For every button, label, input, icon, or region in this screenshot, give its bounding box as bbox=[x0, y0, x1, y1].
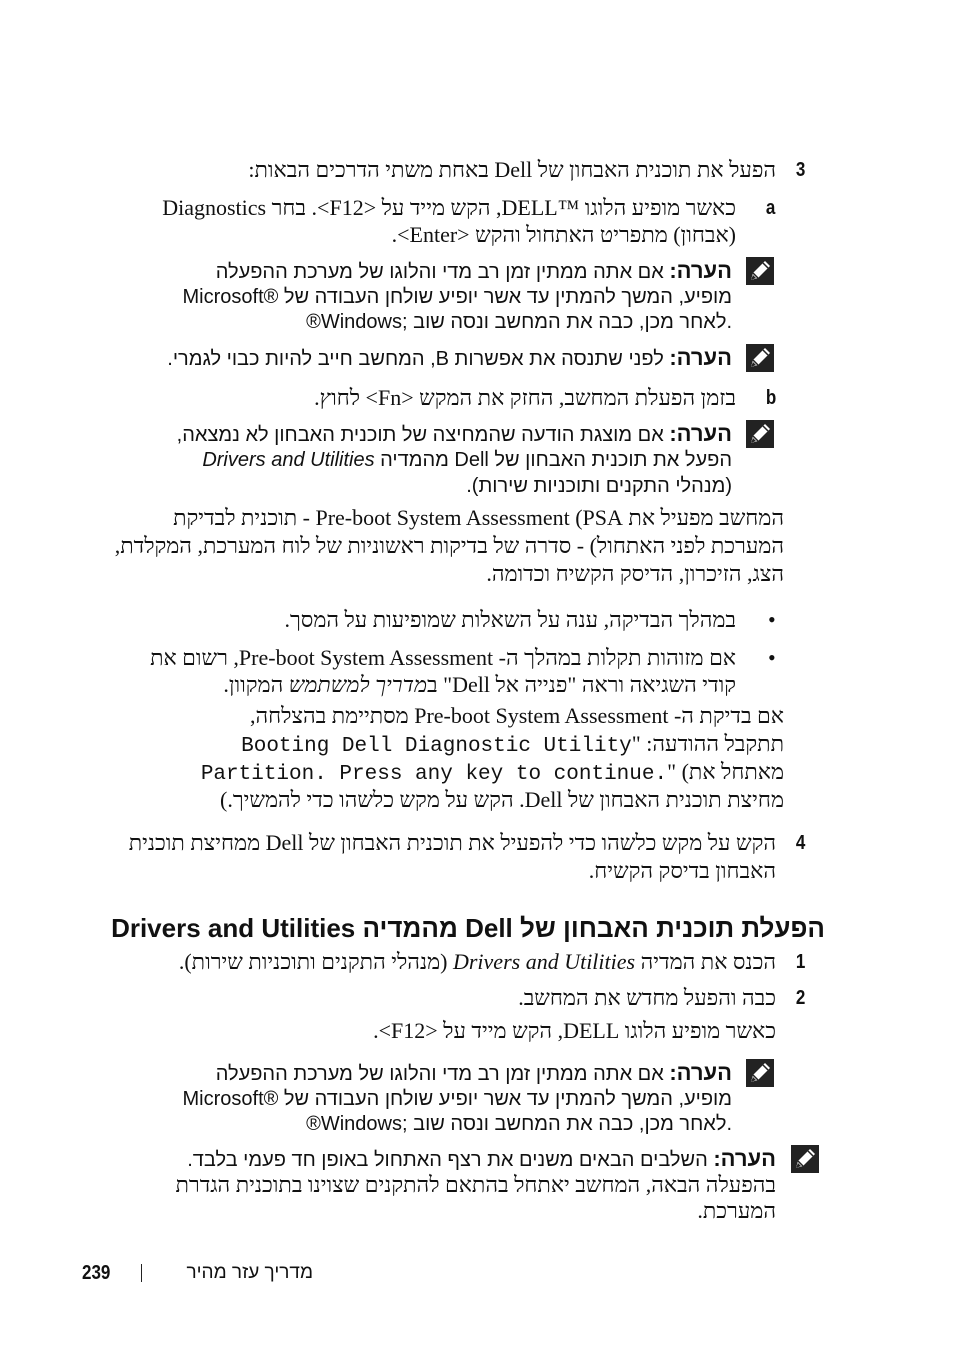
page-number: 239 bbox=[82, 1262, 111, 1284]
note-text: מופיע, המשך להמתין עד אשר יופיע שולחן העבודה של ®Microsoft bbox=[182, 286, 732, 308]
footer-title: מדריך עזר מהיר bbox=[186, 1262, 313, 1283]
sub-step-text: (אבחון) מתפריט האתחול והקש <Enter>. bbox=[391, 222, 736, 247]
note-pencil-icon bbox=[746, 1059, 774, 1087]
note-text bbox=[202, 447, 732, 473]
step-number: 4 bbox=[795, 832, 806, 854]
bullet-dot: • bbox=[768, 607, 776, 632]
step-number: 2 bbox=[795, 987, 806, 1009]
note-text: בהפעלה הבאה, המחשב יאתחל בהתאם להתקנים שצוינו בתוכנית הגדרת bbox=[175, 1172, 776, 1197]
paragraph-line: המחשב מפעיל את Pre-boot System Assessment (PSA - תוכנית לבדיקת bbox=[173, 505, 784, 530]
system-message: Partition. Press any key to continue. bbox=[200, 763, 668, 786]
bullet-dot: • bbox=[768, 645, 776, 670]
note-label: הערה: bbox=[669, 345, 732, 370]
step-text: כאשר מופיע הלוגו DELL, הקש מייד על <F12>. bbox=[373, 1018, 776, 1043]
note-pencil-icon bbox=[746, 344, 774, 372]
note-pencil-icon bbox=[791, 1145, 819, 1173]
note-block bbox=[187, 1146, 776, 1173]
paragraph-line bbox=[201, 759, 784, 788]
note-block bbox=[167, 345, 732, 372]
bullet-text: אם מזוהות תקלות במהלך ה- Pre-boot System Assessment, רשום את bbox=[150, 645, 736, 670]
paragraph-line: המערכת לפני האתחול) - סדרה של בדיקות ראשוניות של לוח המערכת, המקלדת, bbox=[114, 533, 784, 558]
step-number: 3 bbox=[795, 159, 806, 181]
bullet-text-part: קודי השגיאה וראה "פנייה אל Dell" ב bbox=[427, 672, 736, 697]
step-text: כבה והפעל מחדש את המחשב. bbox=[518, 985, 776, 1010]
note-block bbox=[177, 421, 732, 448]
note-block bbox=[216, 1060, 732, 1087]
bullet-text: במהלך הבדיקה, ענה על השאלות שמופיעות על המסך. bbox=[284, 607, 736, 632]
note-text: מופיע, המשך להמתין עד אשר יופיע שולחן העבודה של ®Microsoft bbox=[182, 1088, 732, 1110]
paragraph-line bbox=[241, 731, 784, 760]
media-name: Drivers and Utilities bbox=[202, 449, 375, 471]
paragraph-line: הצג, הזיכרון, הדיסק הקשיח וכדומה. bbox=[486, 561, 784, 586]
note-text: השלבים הבאים משנים את רצף האתחול באופן חד פעמי בלבד. bbox=[187, 1149, 708, 1171]
step-text-part: הכנס את המדיה bbox=[635, 949, 776, 974]
note-block bbox=[216, 258, 732, 285]
sub-step-letter: b bbox=[765, 387, 777, 409]
step-text: הקש על מקש כלשהו כדי להפעיל את תוכנית האבחון של Dell ממחיצת תוכנית bbox=[128, 830, 776, 855]
paragraph-text-part: " (מאתחל את bbox=[667, 759, 784, 784]
step-number: 1 bbox=[795, 951, 806, 973]
system-message: Booting Dell Diagnostic Utility bbox=[241, 735, 632, 758]
note-text: אם מוצגת הודעה שהמחיצה של תוכנית האבחון לא נמצאה, bbox=[176, 424, 664, 446]
step-text: הפעל את תוכנית האבחון של Dell באחת משתי הדרכים הבאות: bbox=[248, 157, 776, 182]
note-text-part: הפעל את תוכנית האבחון של Dell מהמדיה bbox=[374, 449, 732, 471]
note-label: הערה: bbox=[669, 258, 732, 283]
sub-step-text: כאשר מופיע הלוגו ™DELL, הקש מייד על <F12>. בחר Diagnostics bbox=[162, 195, 736, 220]
note-text: המערכת. bbox=[697, 1198, 776, 1223]
note-label: הערה: bbox=[669, 1060, 732, 1085]
note-text: (מנהלי התקנים ותוכניות שירות). bbox=[466, 475, 732, 497]
user-guide-title: מדריך למשתמש bbox=[288, 672, 427, 697]
paragraph-line: אם בדיקת ה- Pre-boot System Assessment מסתיימת בהצלחה, bbox=[249, 703, 784, 728]
section-heading: הפעלת תוכנית האבחון של Dell מהמדיה Drivers and Utilities bbox=[111, 913, 825, 943]
bullet-text-part: המקוון. bbox=[223, 672, 289, 697]
footer-separator bbox=[141, 1264, 142, 1282]
paragraph-text-part: תתקבל ההודעה: " bbox=[631, 731, 784, 756]
sub-step-text: בזמן הפעלת המחשב, החזק את המקש <Fn> לחוץ. bbox=[314, 385, 736, 410]
note-text: ®Windows; לאחר מכן, כבה את המחשב ונסה שוב. bbox=[306, 311, 732, 333]
paragraph-line: מחיצת תוכנית האבחון של Dell. הקש על מקש כלשהו כדי להמשיך.) bbox=[220, 787, 784, 812]
note-text: ®Windows; לאחר מכן, כבה את המחשב ונסה שוב. bbox=[306, 1113, 732, 1135]
note-text: לפני שתנסה את אפשרות B, המחשב חייב להיות כבוי לגמרי. bbox=[167, 348, 664, 370]
step-text-part: (מנהלי התקנים ותוכניות שירות). bbox=[178, 949, 453, 974]
note-label: הערה: bbox=[669, 421, 732, 446]
step-text: האבחון בדיסק הקשיח. bbox=[588, 858, 776, 883]
note-label: הערה: bbox=[713, 1146, 776, 1171]
note-text: אם אתה ממתין זמן רב מדי והלוגו של מערכת ההפעלה bbox=[215, 1063, 664, 1085]
media-name: Drivers and Utilities bbox=[452, 949, 636, 974]
note-pencil-icon bbox=[746, 420, 774, 448]
note-text: אם אתה ממתין זמן רב מדי והלוגו של מערכת ההפעלה bbox=[215, 261, 664, 283]
note-pencil-icon bbox=[746, 257, 774, 285]
step-text bbox=[179, 949, 776, 975]
bullet-text bbox=[223, 672, 736, 698]
sub-step-letter: a bbox=[765, 197, 776, 219]
